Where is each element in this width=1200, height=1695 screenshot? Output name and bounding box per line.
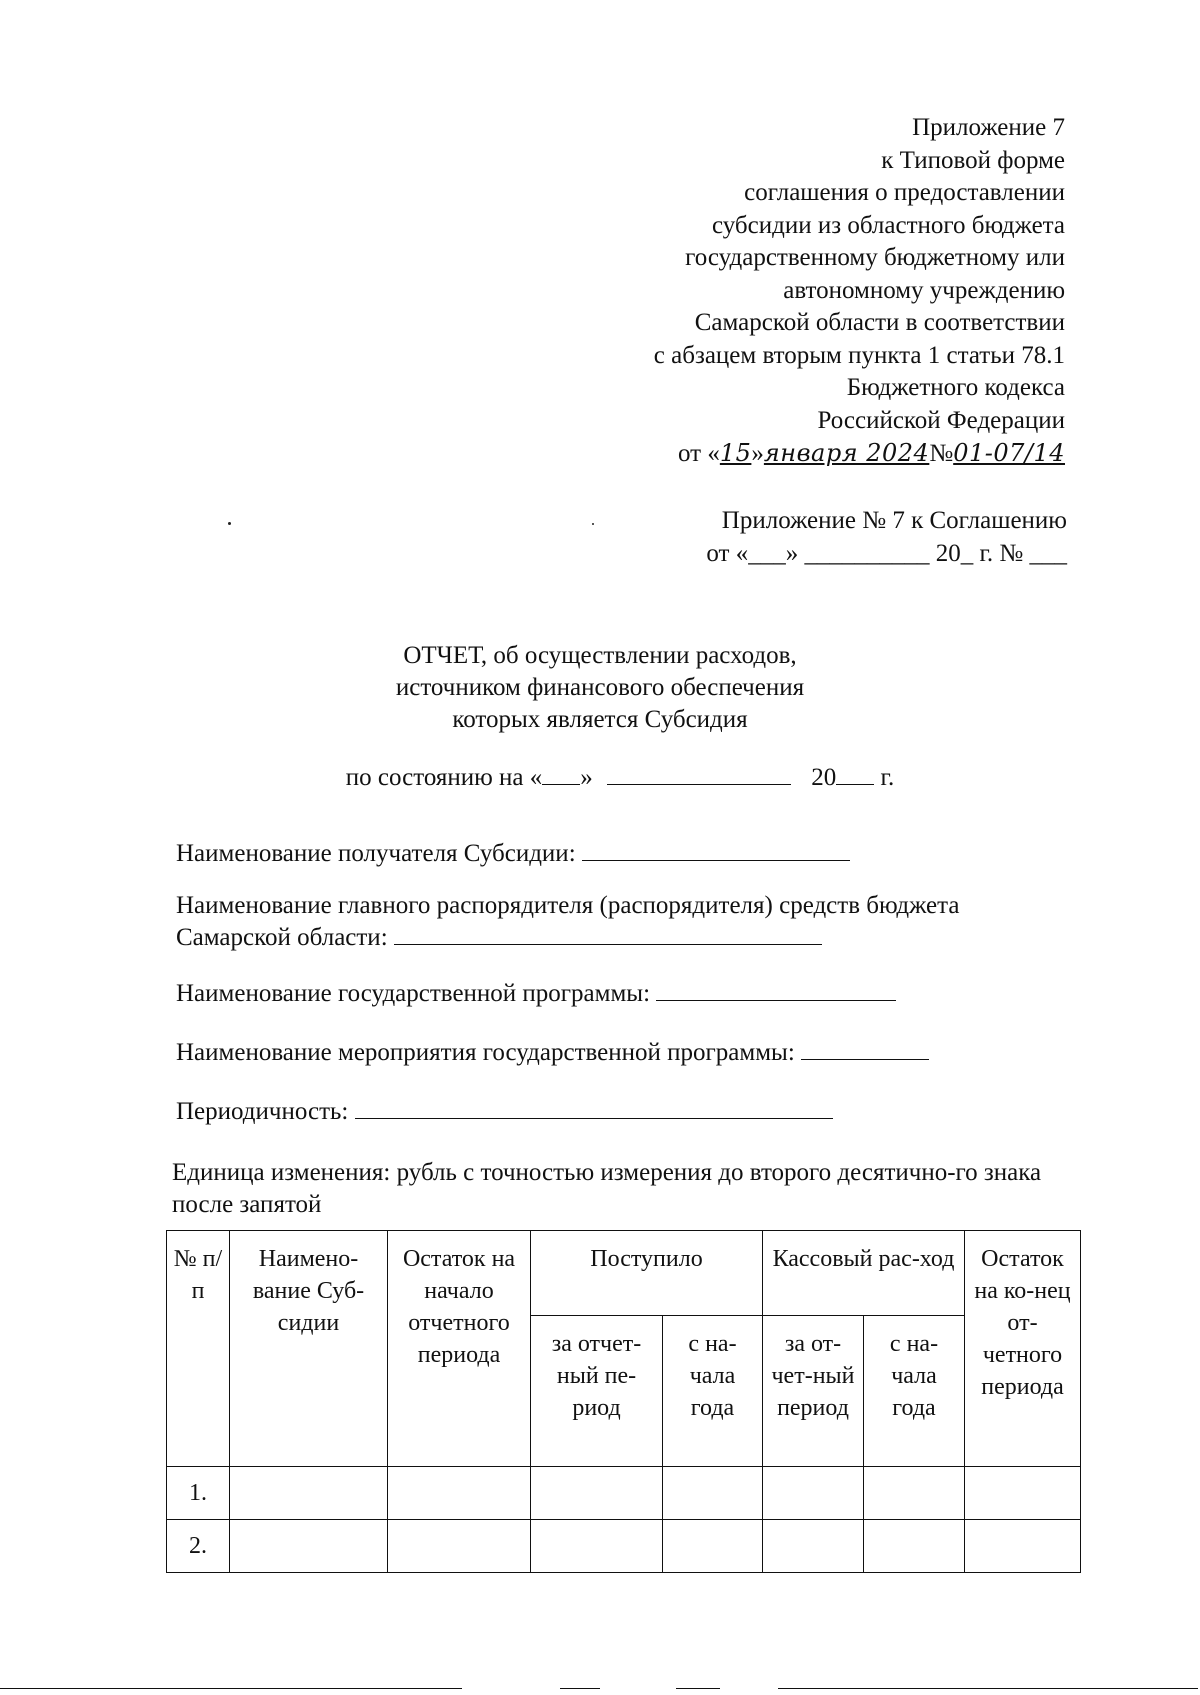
table-cell[interactable]: [663, 1467, 763, 1520]
title-line: которых является Субсидия: [452, 706, 748, 733]
annex-line: государственному бюджетному или: [685, 244, 1065, 271]
periodicity-blank[interactable]: [355, 1096, 833, 1119]
annex-number-label: №: [929, 440, 954, 467]
day-blank[interactable]: [542, 762, 580, 785]
annex-line: автономному учреждению: [783, 276, 1065, 304]
table-cell[interactable]: [388, 1467, 531, 1520]
recipient-label: Наименование получателя Субсидии:: [176, 840, 576, 867]
header-spent-year: с на-чала года: [864, 1316, 965, 1467]
title-line: ОТЧЕТ, об осуществлении расходов,: [403, 642, 797, 669]
table-cell[interactable]: [965, 1520, 1081, 1573]
annex-line: к Типовой форме: [881, 146, 1065, 174]
program-blank[interactable]: [656, 978, 896, 1001]
footer-divider: [560, 1688, 600, 1689]
table-cell[interactable]: [531, 1520, 663, 1573]
handwritten-day: 15: [719, 439, 752, 467]
header-start-balance: Остаток на начало отчетного периода: [388, 1231, 531, 1467]
handwritten-month-year: января 2024: [763, 439, 930, 467]
header-end-balance: Остаток на ко-нец от-четного периода: [965, 1231, 1081, 1467]
header-spent-period: за от-чет-ный период: [763, 1316, 864, 1467]
footer-divider: [0, 1688, 462, 1689]
table-row: [167, 1520, 1081, 1573]
row-num: 2.: [167, 1520, 230, 1573]
year-prefix: 20: [811, 764, 837, 791]
manager-label-line2: Самарской области:: [176, 924, 388, 951]
annex-line: соглашения о предоставлении: [744, 179, 1065, 206]
table-cell[interactable]: [763, 1520, 864, 1573]
row-num: 1.: [167, 1467, 230, 1520]
manager-label-line1: Наименование главного распорядителя (распорядителя) средств бюджета: [176, 892, 960, 919]
table-cell[interactable]: [965, 1467, 1081, 1520]
year-suffix: г.: [880, 764, 895, 791]
annex-date-prefix: от «: [677, 440, 720, 467]
table-cell[interactable]: [763, 1467, 864, 1520]
table-cell[interactable]: [864, 1520, 965, 1573]
annex-line: с абзацем вторым пункта 1 статьи 78.1: [653, 341, 1065, 369]
table-cell[interactable]: [230, 1467, 388, 1520]
unit-of-measure: Единица изменения: рубль с точностью измерения до второго десятично-го знака после запятой: [172, 1159, 1042, 1218]
handwritten-number: 01-07/14: [953, 439, 1065, 467]
report-title: [0, 640, 1200, 736]
annex-header: [654, 112, 1065, 471]
title-line: источником финансового обеспечения: [395, 674, 805, 701]
header-received: Поступило: [531, 1231, 763, 1316]
annex-line: Бюджетного кодекса: [846, 374, 1065, 401]
footer-divider: [778, 1688, 1198, 1689]
annex-line: Приложение 7: [912, 114, 1065, 141]
annex-line: субсидии из областного бюджета: [711, 211, 1065, 239]
year-blank[interactable]: [836, 762, 874, 785]
as-of-day-close: »: [580, 764, 593, 791]
annex-date-sep: »: [751, 440, 764, 467]
as-of-prefix: по состоянию на «: [345, 764, 543, 791]
report-table: [166, 1230, 1081, 1573]
table-cell[interactable]: [230, 1520, 388, 1573]
table-cell[interactable]: [663, 1520, 763, 1573]
annex-line: Российской Федерации: [817, 406, 1065, 434]
periodicity-label: Периодичность:: [176, 1098, 349, 1125]
table-header-row: [167, 1231, 1081, 1316]
table-cell[interactable]: [864, 1467, 965, 1520]
event-field: [176, 1037, 929, 1069]
agreement-annex-date: от «___» __________ 20_ г. № ___: [706, 540, 1067, 567]
table-row: [167, 1467, 1081, 1520]
table-cell[interactable]: [388, 1520, 531, 1573]
header-num: № п/п: [167, 1231, 230, 1467]
table-cell[interactable]: [531, 1467, 663, 1520]
footer-divider: [676, 1688, 720, 1689]
scan-speck: [592, 523, 594, 525]
annex-line: Самарской области в соответствии: [694, 309, 1065, 336]
header-cash-expense: Кассовый рас-ход: [763, 1231, 965, 1316]
header-subsidy-name: Наимено-вание Суб-сидии: [230, 1231, 388, 1467]
program-field: [176, 978, 896, 1010]
month-blank[interactable]: [607, 762, 791, 785]
manager-blank[interactable]: [394, 922, 822, 945]
recipient-field: [176, 838, 850, 870]
header-received-period: за отчет-ный пе-риод: [531, 1316, 663, 1467]
header-received-year: с на-чала года: [663, 1316, 763, 1467]
event-label: Наименование мероприятия государственной программы:: [176, 1039, 795, 1066]
agreement-annex: [706, 504, 1067, 570]
agreement-annex-title: Приложение № 7 к Соглашению: [721, 507, 1067, 534]
event-blank[interactable]: [801, 1037, 929, 1060]
recipient-blank[interactable]: [582, 838, 850, 861]
periodicity-field: [176, 1096, 833, 1128]
program-label: Наименование государственной программы:: [176, 980, 651, 1007]
as-of-date: [0, 762, 1200, 792]
annex-date-line: [654, 437, 1065, 471]
scan-speck: [228, 522, 231, 525]
manager-field: [176, 890, 959, 954]
